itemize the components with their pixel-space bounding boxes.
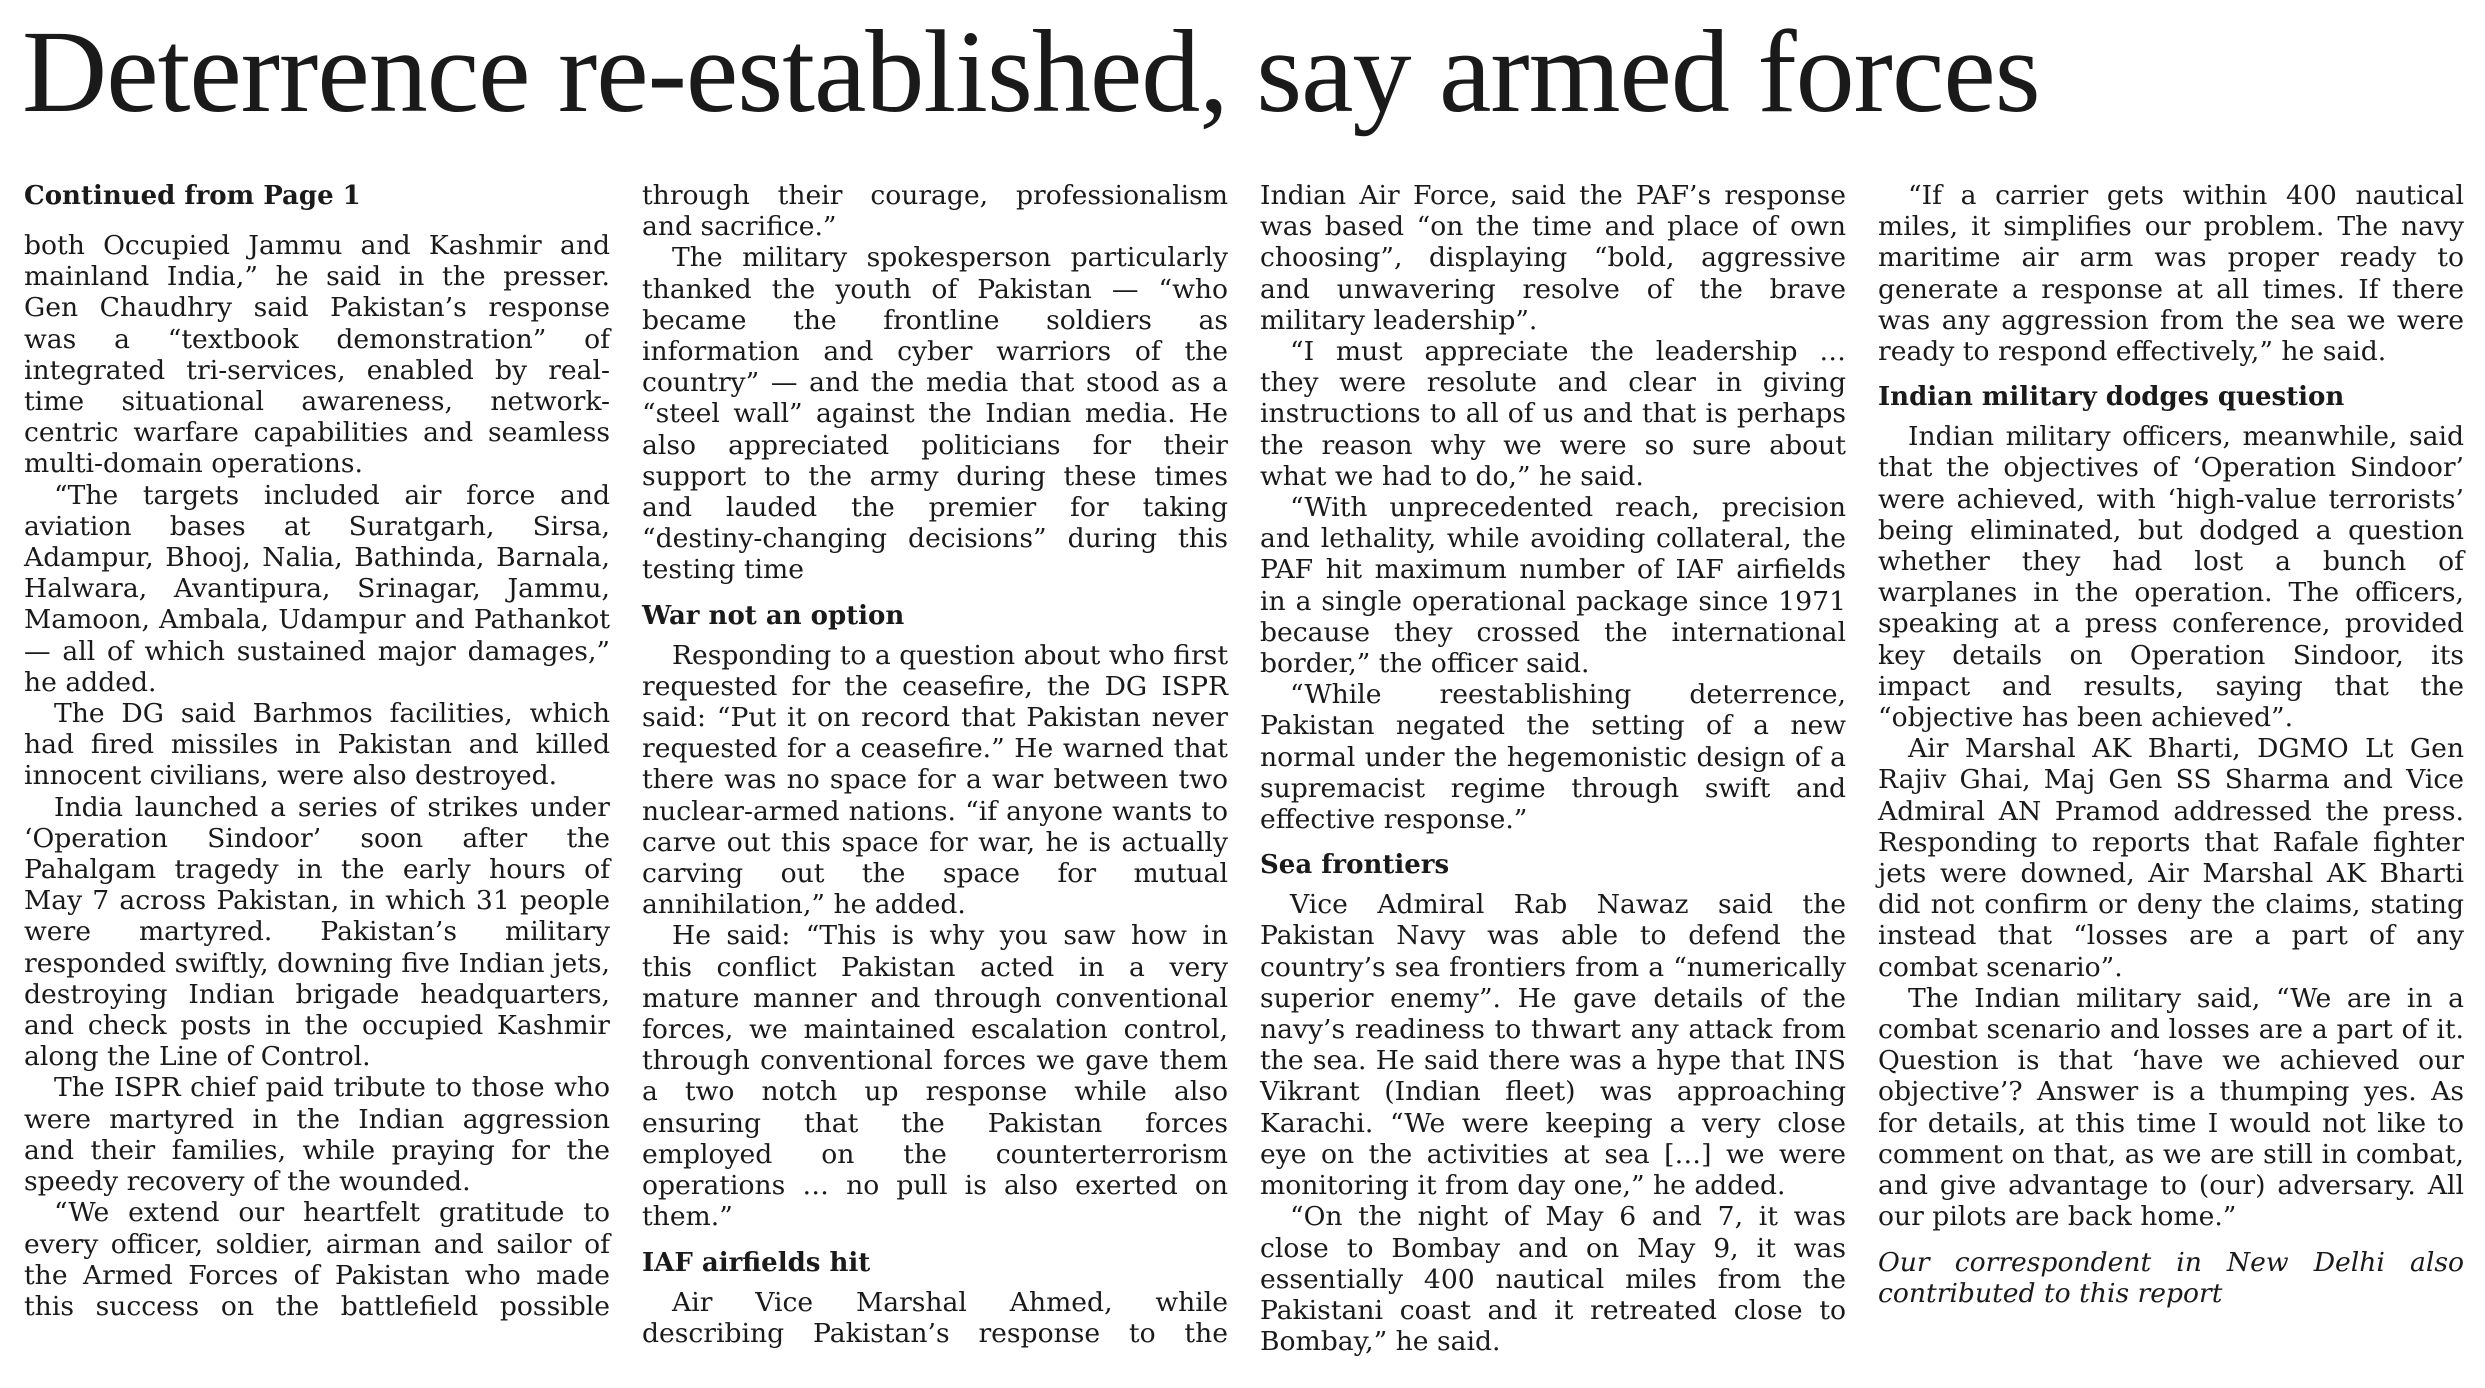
correspondent-credit: Our correspondent in New Delhi also contributed to this report <box>1878 1246 2464 1309</box>
paragraph: He said: “This is why you saw how in this conflict Pakistan acted in a very mature manner and through conventional forces, we maintained escalation control, through conventional forces we gave them a two notch up response while also ensuring that the Pakistan forces employed on the counterterrorism operations … no pull is also exerted on them.” <box>642 920 1228 1233</box>
paragraph: “I must appreciate the leadership … they were resolute and clear in giving instructions to all of us and that is perhaps the reason why we were so sure about what we had to do,” he said. <box>1260 336 1846 492</box>
subhead-war-not-an-option: War not an option <box>642 600 905 631</box>
paragraph: The Indian military said, “We are in a combat scenario and losses are a part of it. Question is that ‘have we achieved our objective’? Answer is a thumping yes. As for details, at this time I would not like to comment on that, as we are still in combat, and give advantage to (our) adversary. All our pilots are back home.” <box>1878 982 2464 1233</box>
paragraph: Indian military officers, meanwhile, said that the objectives of ‘Operation Sindoor’ were achieved, with ‘high-value terrorists’ being eliminated, but dodged a question whether they had lost a bunch of warplanes in the operation. The officers, speaking at a press conference, provided key details on Operation Sindoor, its impact and results, saying that the “objective has been achieved”. <box>1878 421 2464 734</box>
subhead-indian-military-dodges-question: Indian military dodges question <box>1878 382 2345 413</box>
continued-from-label: Continued from Page 1 <box>24 181 361 211</box>
paragraph: “If a carrier gets within 400 nautical miles, it simplifies our problem. The navy maritime air arm was proper ready to generate a response at all times. If there was any aggression from the sea we were ready to respond effectively,” he said. <box>1878 180 2464 368</box>
paragraph: “With unprecedented reach, precision and lethality, while avoiding collateral, the PAF hit maximum number of IAF airfields in a single operational package since 1971 because they crossed the international border,” the officer said. <box>1260 492 1846 680</box>
subhead-iaf-airfields-hit: IAF airfields hit <box>642 1247 871 1278</box>
headline: Deterrence re-established, say armed forces <box>22 6 2040 137</box>
paragraph: Air Marshal AK Bharti, DGMO Lt Gen Rajiv Ghai, Maj Gen SS Sharma and Vice Admiral AN Pramod addressed the press. Responding to reports that Rafale fighter jets were downed, Air Marshal AK Bharti did not confirm or deny the claims, stating instead that “losses are a part of any combat scenario”. <box>1878 733 2464 983</box>
paragraph: Responding to a question about who first requested for the ceasefire, the DG ISPR said: “Put it on record that Pakistan never requested for a ceasefire.” He warned that there was no space for a war between two nuclear-armed nations. “if anyone wants to carve out this space for war, he is actually carving out the space for mutual annihilation,” he added. <box>642 639 1228 921</box>
paragraph: India launched a series of strikes under ‘Operation Sindoor’ soon after the Pahalgam tragedy in the early hours of May 7 across Pakistan, in which 31 people were martyred. Pakistan’s military responded swiftly, downing five Indian jets, destroying Indian brigade headquarters, and check posts in the occupied Kashmir along the Line of Control. <box>24 791 610 1073</box>
paragraph: The ISPR chief paid tribute to those who were martyred in the Indian aggression and their families, while praying for the speedy recovery of the wounded. <box>24 1072 610 1198</box>
paragraph: both Occupied Jammu and Kashmir and mainland India,” he said in the presser. Gen Chaudhry said Pakistan’s response was a “textbook demonstration” of integrated tri-services, enabled by real-time situational awareness, network-centric warfare capabilities and seamless multi-domain operations. <box>24 230 610 480</box>
paragraph: “While reestablishing deterrence, Pakistan negated the setting of a new normal under the hegemonistic design of a supremacist regime through swift and effective response.” <box>1260 679 1846 836</box>
paragraph: The DG said Barhmos facilities, which had fired missiles in Pakistan and killed innocent civilians, were also destroyed. <box>24 698 610 792</box>
paragraph: “We extend our heartfelt gratitude to every officer, soldier, airman and sailor of the Armed Forces of Pakistan who made this success on the battlefield possible through their courage, professionalism and sacrifice.” <box>24 180 1228 1322</box>
article-body <box>24 180 2464 1370</box>
subhead-sea-frontiers: Sea frontiers <box>1260 850 1450 881</box>
paragraph: Vice Admiral Rab Nawaz said the Pakistan Navy was able to defend the country’s sea frontiers from a “numerically superior enemy”. He gave details of the navy’s readiness to thwart any attack from the sea. He said there was a hype that INS Vikrant (Indian fleet) was approaching Karachi. “We were keeping a very close eye on the activities at sea […] we were monitoring it from day one,” he added. <box>1260 889 1846 1202</box>
paragraph: “On the night of May 6 and 7, it was close to Bombay and on May 9, it was essentially 400 nautical miles from the Pakistani coast and it retreated close to Bombay,” he said. <box>1260 1201 1846 1358</box>
paragraph: Air Vice Marshal Ahmed, while describing Pakistan’s response to the Indian Air Force, said the PAF’s response was based “on the time and place of own choosing”, displaying “bold, aggressive and unwavering resolve of the brave military leadership”. <box>642 180 1846 1349</box>
paragraph: “The targets included air force and aviation bases at Suratgarh, Sirsa, Adampur, Bhooj, Nalia, Bathinda, Barnala, Halwara, Avantipura, Srinagar, Jammu, Mamoon, Ambala, Udampur and Pathankot — all of which sustained major damages,” he added. <box>24 479 610 698</box>
paragraph: The military spokesperson particularly thanked the youth of Pakistan — “who became the frontline soldiers as information and cyber warriors of the country” — and the media that stood as a “steel wall” against the Indian media. He also appreciated politicians for their support to the army during these times and lauded the premier for taking “destiny-changing decisions” during this testing time <box>642 242 1228 586</box>
